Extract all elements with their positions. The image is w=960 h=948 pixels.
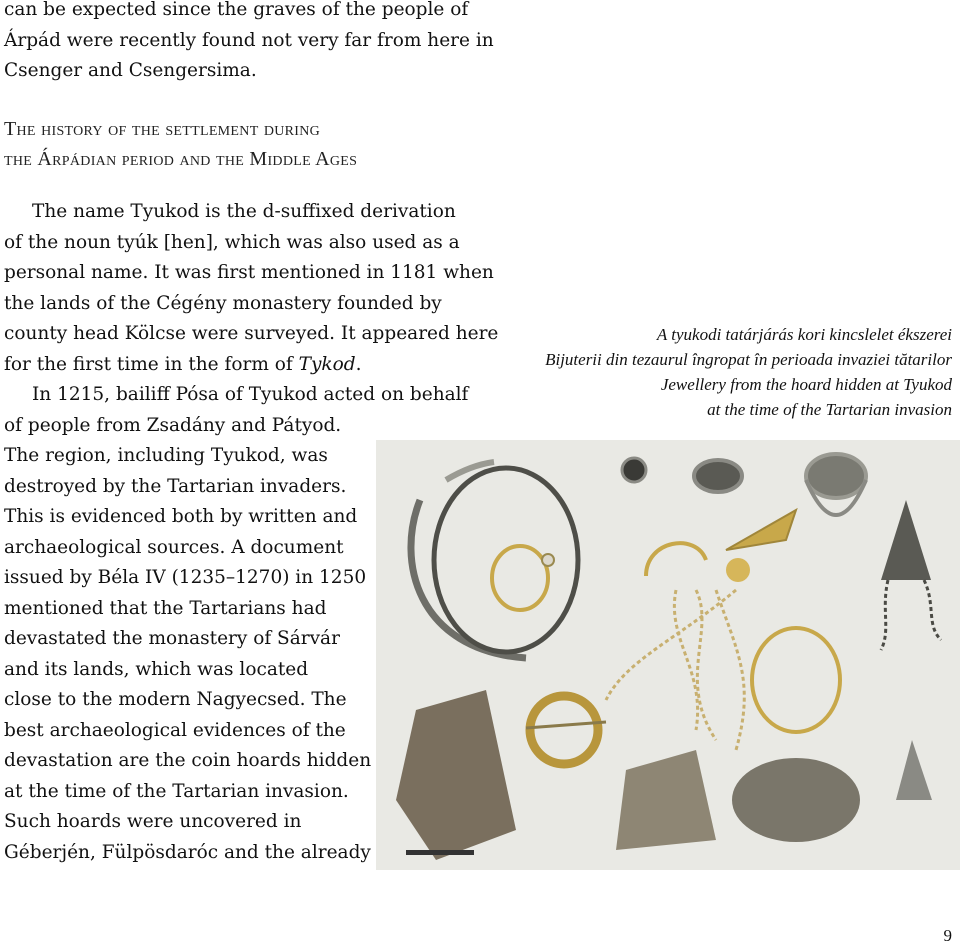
body-line-8: of people from Zsadány and Pátyod. — [4, 415, 342, 436]
body-line-4: the lands of the Cégény monastery founded by — [4, 293, 442, 314]
stone-fragment-middle — [616, 750, 716, 850]
caption-line-hungarian: A tyukodi tatárjárás kori kincslelet ékszerei — [656, 325, 952, 344]
text-line-intro-3: Csenger and Csengersima. — [4, 60, 257, 81]
gold-cone-pendant — [726, 510, 796, 550]
caption-line-english-1: Jewellery from the hoard hidden at Tyukod — [660, 375, 952, 394]
silver-bell-pendant — [881, 500, 931, 580]
gold-bead — [726, 558, 750, 582]
large-silver-ring — [434, 468, 578, 652]
scale-bar — [406, 850, 474, 855]
body-line-11: This is evidenced both by written and — [4, 506, 358, 527]
section-heading-line-2: the Árpádian period and the Middle Ages — [4, 148, 358, 170]
gold-brooch — [530, 696, 598, 764]
jewellery-hoard-photo — [376, 440, 960, 870]
photo-caption — [482, 322, 952, 422]
stone-lump-right — [732, 758, 860, 842]
body-line-15: devastated the monastery of Sárvár — [4, 628, 340, 649]
body-line-19: devastation are the coin hoards hidden — [4, 750, 372, 771]
gold-chain-4 — [606, 590, 736, 700]
text-line-intro-1: can be expected since the graves of the people of — [4, 0, 469, 20]
gold-ring — [492, 546, 548, 610]
caption-line-english-2: at the time of the Tartarian invasion — [707, 400, 952, 419]
ring-stone — [542, 554, 554, 566]
body-line-2: of the noun tyúk [hen], which was also used as a — [4, 232, 460, 253]
silver-chain-right — [924, 580, 941, 640]
text-line-intro-2: Árpád were recently found not very far from here in — [4, 30, 494, 51]
section-heading-line-1: The history of the settlement during — [4, 118, 321, 140]
body-line-9: The region, including Tyukod, was — [4, 445, 328, 466]
small-bell-pendant — [896, 740, 932, 800]
body-line-5: county head Kölcse were surveyed. It appeared here — [4, 323, 499, 344]
signet-ring-2 — [806, 454, 866, 498]
signet-ring-1 — [694, 460, 742, 492]
body-line-6: for the first time in the form of Tykod. — [4, 354, 362, 375]
caption-line-romanian: Bijuterii din tezaurul îngropat în perioada invaziei tătarilor — [545, 350, 952, 369]
body-line-17: close to the modern Nagyecsed. The — [4, 689, 347, 710]
body-line-16: and its lands, which was located — [4, 659, 309, 680]
gold-chain-1 — [674, 590, 697, 730]
page-number: 9 — [943, 926, 952, 945]
body-line-12: archaeological sources. A document — [4, 537, 344, 558]
gold-chain-3 — [716, 590, 744, 750]
dark-stone-ring — [622, 458, 646, 482]
body-line-10: destroyed by the Tartarian invaders. — [4, 476, 347, 497]
jewellery-illustration — [376, 440, 960, 870]
stone-fragment-left — [396, 690, 516, 860]
body-line-22: Géberjén, Fülpösdaróc and the already — [4, 842, 371, 863]
gold-bracelet — [752, 628, 840, 732]
body-line-1: The name Tyukod is the d-suffixed derivation — [32, 201, 456, 222]
silver-chain-left — [881, 580, 888, 650]
body-line-13: issued by Béla IV (1235–1270) in 1250 — [4, 567, 367, 588]
body-line-3: personal name. It was first mentioned in 1181 when — [4, 262, 494, 283]
silver-arc-fragment — [411, 500, 526, 658]
body-line-20: at the time of the Tartarian invasion. — [4, 781, 349, 802]
body-line-18: best archaeological evidences of the — [4, 720, 346, 741]
body-line-14: mentioned that the Tartarians had — [4, 598, 327, 619]
body-line-21: Such hoards were uncovered in — [4, 811, 302, 832]
italic-place-name: Tykod — [298, 354, 356, 375]
gold-hook — [646, 543, 706, 576]
body-line-7: In 1215, bailiff Pósa of Tyukod acted on behalf — [32, 384, 469, 405]
